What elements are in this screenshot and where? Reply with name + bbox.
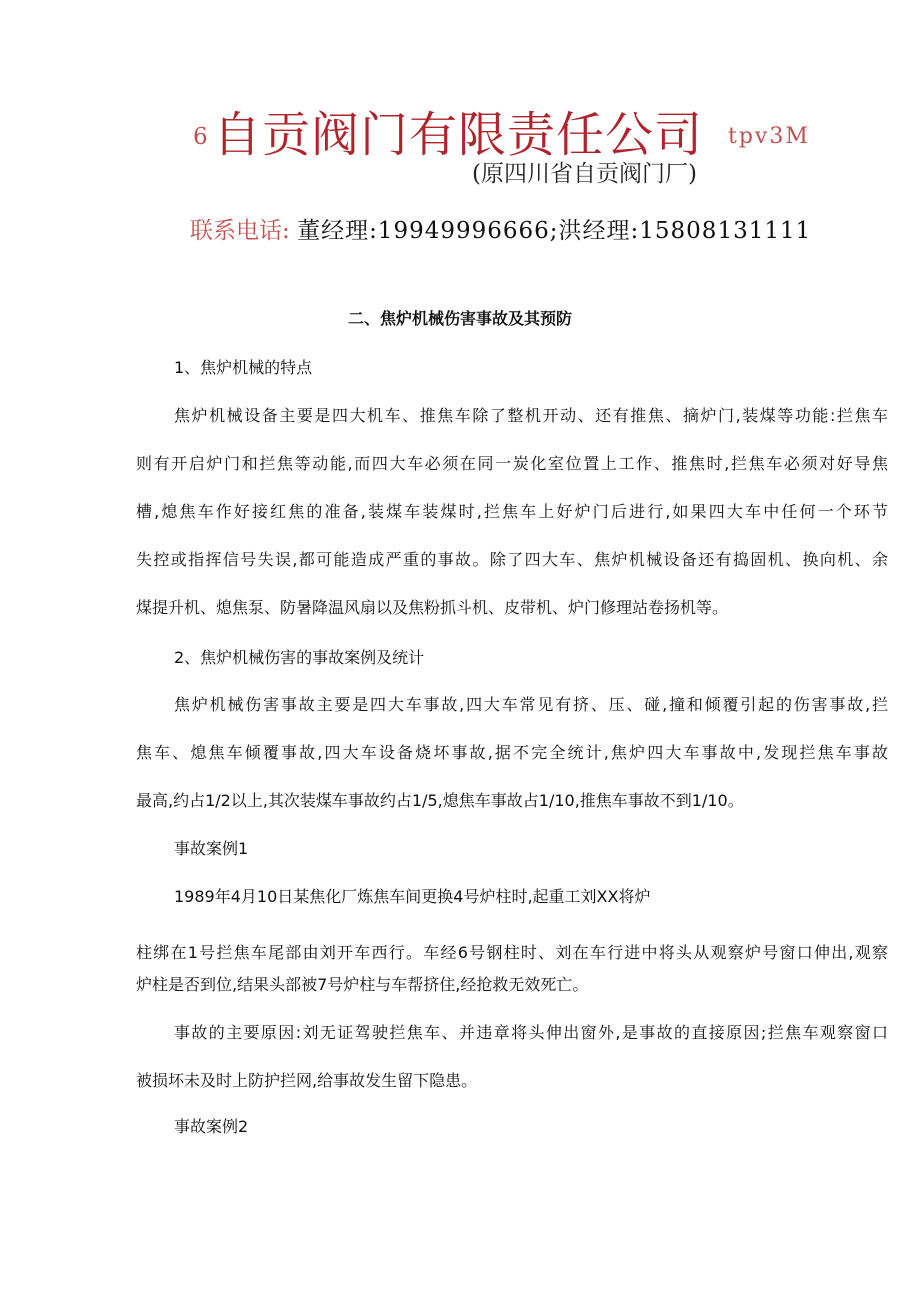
company-subtitle: (原四川省自贡阀门厂) [472,161,697,187]
paragraph-line: 焦车、熄焦车倾覆事故,四大车设备烧坏事故,据不完全统计,焦炉四大车事故中,发现拦焦车事故 [136,743,888,762]
paragraph-line: 煤提升机、熄焦泵、防暑降温风扇以及焦粉抓斗机、皮带机、炉门修理站卷扬机等。 [136,598,729,617]
header-code: tpv3M [728,124,810,149]
case-heading-2: 事故案例2 [174,1117,249,1136]
paragraph-line: 炉柱是否到位,结果头部被7号炉柱与车帮挤住,经抢救无效死亡。 [136,975,589,994]
subheading-2: 2、焦炉机械伤害的事故案例及统计 [174,648,425,667]
header-prefix: 6 [193,124,209,150]
paragraph-line: 槽,熄焦车作好接红焦的准备,装煤车装煤时,拦焦车上好炉门后进行,如果四大车中任何一个环节 [136,502,888,521]
paragraph-line: 柱绑在1号拦焦车尾部由刘开车西行。车经6号钢柱时、刘在车行进中将头从观察炉号窗口伸出,观察 [136,943,888,962]
company-name: 自贡阀门有限责任公司 [213,107,704,163]
paragraph-line: 失控或指挥信号失误,都可能造成严重的事故。除了四大车、焦炉机械设备还有捣固机、换向机、余 [136,550,888,569]
paragraph-line: 事故的主要原因:刘无证驾驶拦焦车、并违章将头伸出窗外,是事故的直接原因;拦焦车观察窗口 [174,1023,888,1042]
contact-text: 董经理:19949996666;洪经理:15808131111 [297,218,812,244]
subheading-1: 1、焦炉机械的特点 [174,358,313,377]
paragraph-line: 1989年4月10日某焦化厂炼焦车间更换4号炉柱时,起重工刘XX将炉 [174,887,651,906]
paragraph-line: 被损坏未及时上防护拦网,给事故发生留下隐患。 [136,1071,478,1090]
paragraph-line: 焦炉机械伤害事故主要是四大车事故,四大车常见有挤、压、碰,撞和倾覆引起的伤害事故,拦 [174,695,888,714]
contact-line [190,212,811,245]
case-heading-1: 事故案例1 [174,839,249,858]
section-title: 二、焦炉机械伤害事故及其预防 [347,309,572,328]
paragraph-line: 则有开启炉门和拦焦等动能,而四大车必须在同一炭化室位置上工作、推焦时,拦焦车必须对好导焦 [136,454,888,473]
contact-label: 联系电话: [190,218,290,244]
paragraph-line: 最高,约占1/2以上,其次装煤车事故约占1/5,熄焦车事故占1/10,推焦车事故不到1/10。 [136,791,744,810]
paragraph-line: 焦炉机械设备主要是四大机车、推焦车除了整机开动、还有推焦、摘炉门,装煤等功能:拦焦车 [174,406,888,425]
